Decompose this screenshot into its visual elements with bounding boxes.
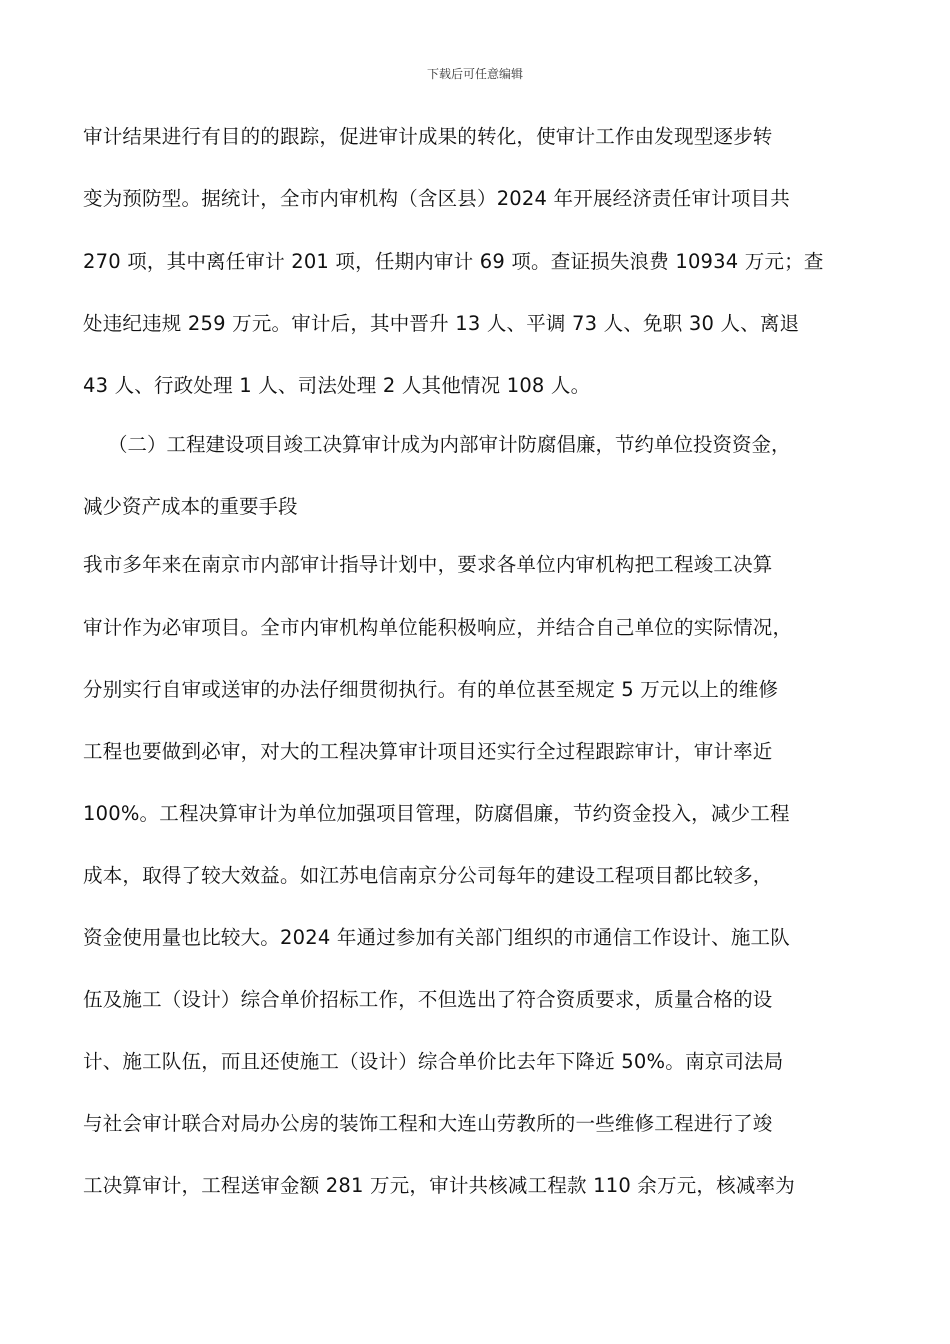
text-line: 工程也要做到必审，对大的工程决算审计项目还实行全过程跟踪审计，审计率近 xyxy=(83,740,773,763)
text-line: 270 项，其中离任审计 201 项，任期内审计 69 项。查证损失浪费 10934 万元；查 xyxy=(83,250,824,273)
text-line: 43 人、行政处理 1 人、司法处理 2 人其他情况 108 人。 xyxy=(83,374,591,397)
text-line: 伍及施工（设计）综合单价招标工作，不但选出了符合资质要求，质量合格的设 xyxy=(83,988,773,1011)
text-line: 工决算审计，工程送审金额 281 万元，审计共核减工程款 110 余万元，核减率为 xyxy=(83,1174,795,1197)
text-line: 计、施工队伍，而且还使施工（设计）综合单价比去年下降近 50%。南京司法局 xyxy=(83,1050,784,1073)
text-line: 与社会审计联合对局办公房的装饰工程和大连山劳教所的一些维修工程进行了竣 xyxy=(83,1112,773,1135)
text-line: 处违纪违规 259 万元。审计后，其中晋升 13 人、平调 73 人、免职 30 人、离退 xyxy=(83,312,800,335)
text-line: 资金使用量也比较大。2024 年通过参加有关部门组织的市通信工作设计、施工队 xyxy=(83,926,790,949)
text-line: 审计结果进行有目的的跟踪，促进审计成果的转化，使审计工作由发现型逐步转 xyxy=(83,125,773,148)
text-line: 变为预防型。据统计，全市内审机构（含区县）2024 年开展经济责任审计项目共 xyxy=(83,187,790,210)
section-heading-line: （二）工程建设项目竣工决算审计成为内部审计防腐倡廉，节约单位投资资金， xyxy=(108,433,791,456)
text-line: 我市多年来在南京市内部审计指导计划中，要求各单位内审机构把工程竣工决算 xyxy=(83,553,773,576)
text-line: 分别实行自审或送审的办法仔细贯彻执行。有的单位甚至规定 5 万元以上的维修 xyxy=(83,678,779,701)
text-line: 成本，取得了较大效益。如江苏电信南京分公司每年的建设工程项目都比较多， xyxy=(83,864,773,887)
section-heading-line: 减少资产成本的重要手段 xyxy=(83,495,298,518)
page-header-note: 下载后可任意编辑 xyxy=(426,67,523,81)
text-line: 100%。工程决算审计为单位加强项目管理，防腐倡廉，节约资金投入，减少工程 xyxy=(83,802,790,825)
text-line: 审计作为必审项目。全市内审机构单位能积极响应，并结合自己单位的实际情况， xyxy=(83,616,793,639)
